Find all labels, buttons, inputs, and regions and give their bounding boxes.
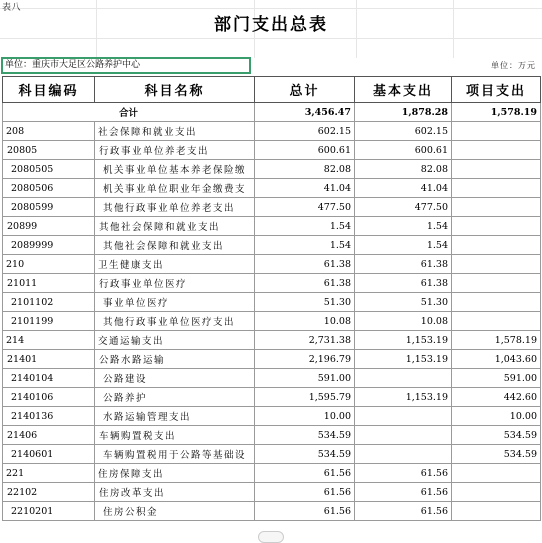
total-sum-cell[interactable]: 3,456.47: [255, 103, 355, 122]
total-cell[interactable]: 51.30: [255, 293, 355, 312]
total-project-cell[interactable]: 1,578.19: [452, 103, 541, 122]
table-row: [3, 274, 541, 293]
total-cell[interactable]: 61.56: [255, 464, 355, 483]
total-cell[interactable]: 41.04: [255, 179, 355, 198]
subject-name-cell[interactable]: 车辆购置税用于公路等基础设: [95, 445, 255, 464]
total-cell[interactable]: 477.50: [255, 198, 355, 217]
subject-name-cell[interactable]: 其他社会保障和就业支出: [95, 217, 255, 236]
basic-expenditure-cell[interactable]: 1.54: [355, 236, 452, 255]
table-row: [3, 141, 541, 160]
subject-name-cell[interactable]: 水路运输管理支出: [95, 407, 255, 426]
project-expenditure-cell[interactable]: 1,043.60: [452, 350, 541, 369]
subject-code-cell[interactable]: 214: [3, 331, 95, 350]
total-label[interactable]: 合计: [3, 103, 255, 122]
table-row: [3, 426, 541, 445]
basic-expenditure-cell[interactable]: [355, 407, 452, 426]
basic-expenditure-cell[interactable]: 51.30: [355, 293, 452, 312]
subject-code-cell[interactable]: 208: [3, 122, 95, 141]
total-cell[interactable]: 1,595.79: [255, 388, 355, 407]
table-row: [3, 502, 541, 521]
basic-expenditure-cell[interactable]: 61.38: [355, 274, 452, 293]
table-row: [3, 388, 541, 407]
header-subject-code[interactable]: 科目编码: [3, 77, 95, 103]
project-expenditure-cell[interactable]: 442.60: [452, 388, 541, 407]
subject-name-cell[interactable]: 住房公积金: [95, 502, 255, 521]
basic-expenditure-cell[interactable]: 1,153.19: [355, 388, 452, 407]
project-expenditure-cell[interactable]: 534.59: [452, 445, 541, 464]
basic-expenditure-cell[interactable]: 41.04: [355, 179, 452, 198]
subject-name-cell[interactable]: 住房改革支出: [95, 483, 255, 502]
page-title: 部门支出总表: [214, 15, 328, 35]
basic-expenditure-cell[interactable]: [355, 369, 452, 388]
subject-code-cell[interactable]: 2101102: [3, 293, 95, 312]
total-cell[interactable]: 61.56: [255, 502, 355, 521]
project-expenditure-cell[interactable]: [452, 198, 541, 217]
subject-name-cell[interactable]: 住房保障支出: [95, 464, 255, 483]
subject-code-cell[interactable]: 2140104: [3, 369, 95, 388]
table-row: [3, 350, 541, 369]
project-expenditure-cell[interactable]: [452, 312, 541, 331]
subject-code-cell[interactable]: 2080506: [3, 179, 95, 198]
basic-expenditure-cell[interactable]: 1,153.19: [355, 350, 452, 369]
project-expenditure-cell[interactable]: [452, 274, 541, 293]
total-cell[interactable]: 61.38: [255, 255, 355, 274]
total-cell[interactable]: 10.08: [255, 312, 355, 331]
basic-expenditure-cell[interactable]: 1.54: [355, 217, 452, 236]
project-expenditure-cell[interactable]: [452, 502, 541, 521]
selected-cell-unit[interactable]: 单位：重庆市大足区公路养护中心: [1, 57, 251, 74]
basic-expenditure-cell[interactable]: 61.38: [355, 255, 452, 274]
basic-expenditure-cell[interactable]: [355, 445, 452, 464]
project-expenditure-cell[interactable]: [452, 217, 541, 236]
basic-expenditure-cell[interactable]: 82.08: [355, 160, 452, 179]
total-cell[interactable]: 61.56: [255, 483, 355, 502]
subject-code-cell[interactable]: 20805: [3, 141, 95, 160]
basic-expenditure-cell[interactable]: 600.61: [355, 141, 452, 160]
total-cell[interactable]: 534.59: [255, 445, 355, 464]
subject-code-cell[interactable]: 2089999: [3, 236, 95, 255]
total-cell[interactable]: 2,196.79: [255, 350, 355, 369]
subject-code-cell[interactable]: 221: [3, 464, 95, 483]
basic-expenditure-cell[interactable]: 10.08: [355, 312, 452, 331]
grid-line: [0, 8, 542, 9]
basic-expenditure-cell[interactable]: 477.50: [355, 198, 452, 217]
table-row: [3, 369, 541, 388]
project-expenditure-cell[interactable]: [452, 160, 541, 179]
table-row: [3, 293, 541, 312]
project-expenditure-cell[interactable]: [452, 255, 541, 274]
header-row: [3, 77, 541, 103]
basic-expenditure-cell[interactable]: 61.56: [355, 464, 452, 483]
table-row: [3, 464, 541, 483]
table-row: [3, 255, 541, 274]
table-row: [3, 331, 541, 350]
subject-code-cell[interactable]: 2140601: [3, 445, 95, 464]
scroll-handle[interactable]: [258, 531, 284, 543]
subject-name-cell[interactable]: 公路养护: [95, 388, 255, 407]
subject-code-cell[interactable]: 210: [3, 255, 95, 274]
project-expenditure-cell[interactable]: [452, 483, 541, 502]
project-expenditure-cell[interactable]: [452, 122, 541, 141]
subject-name-cell[interactable]: 行政事业单位养老支出: [95, 141, 255, 160]
project-expenditure-cell[interactable]: [452, 236, 541, 255]
subject-name-cell[interactable]: 其他行政事业单位医疗支出: [95, 312, 255, 331]
table-number-label: 表八: [2, 3, 22, 13]
basic-expenditure-cell[interactable]: 61.56: [355, 483, 452, 502]
subject-name-cell[interactable]: 行政事业单位医疗: [95, 274, 255, 293]
basic-expenditure-cell[interactable]: 1,153.19: [355, 331, 452, 350]
total-cell[interactable]: 591.00: [255, 369, 355, 388]
subject-code-cell[interactable]: 2140106: [3, 388, 95, 407]
subject-code-cell[interactable]: 22102: [3, 483, 95, 502]
subject-code-cell[interactable]: 20899: [3, 217, 95, 236]
total-cell[interactable]: 82.08: [255, 160, 355, 179]
total-cell[interactable]: 534.59: [255, 426, 355, 445]
project-expenditure-cell[interactable]: [452, 141, 541, 160]
subject-name-cell[interactable]: 公路水路运输: [95, 350, 255, 369]
subject-name-cell[interactable]: 公路建设: [95, 369, 255, 388]
project-expenditure-cell[interactable]: 10.00: [452, 407, 541, 426]
subject-name-cell[interactable]: 事业单位医疗: [95, 293, 255, 312]
table-row: [3, 160, 541, 179]
table-row: [3, 217, 541, 236]
subject-code-cell[interactable]: 21011: [3, 274, 95, 293]
project-expenditure-cell[interactable]: [452, 293, 541, 312]
basic-expenditure-cell[interactable]: [355, 426, 452, 445]
table-row: [3, 122, 541, 141]
subject-name-cell[interactable]: 社会保障和就业支出: [95, 122, 255, 141]
header-total[interactable]: 总计: [255, 77, 355, 103]
subject-name-cell[interactable]: 交通运输支出: [95, 331, 255, 350]
table-row: [3, 483, 541, 502]
grid-line: [0, 38, 542, 39]
total-cell[interactable]: 10.00: [255, 407, 355, 426]
table-row: [3, 312, 541, 331]
subject-code-cell[interactable]: 21406: [3, 426, 95, 445]
subject-name-cell[interactable]: 其他行政事业单位养老支出: [95, 198, 255, 217]
currency-unit-label: 单位：万元: [491, 61, 536, 70]
header-project-expenditure[interactable]: 项目支出: [452, 77, 541, 103]
subject-code-cell[interactable]: 21401: [3, 350, 95, 369]
table-row: [3, 445, 541, 464]
table-row: [3, 407, 541, 426]
project-expenditure-cell[interactable]: 1,578.19: [452, 331, 541, 350]
subject-name-cell[interactable]: 其他社会保障和就业支出: [95, 236, 255, 255]
project-expenditure-cell[interactable]: [452, 179, 541, 198]
header-basic-expenditure[interactable]: 基本支出: [355, 77, 452, 103]
table-row: [3, 236, 541, 255]
table-row: [3, 179, 541, 198]
table-row: [3, 198, 541, 217]
header-subject-name[interactable]: 科目名称: [95, 77, 255, 103]
total-basic-cell[interactable]: 1,878.28: [355, 103, 452, 122]
subject-code-cell[interactable]: 2101199: [3, 312, 95, 331]
subject-name-cell[interactable]: 车辆购置税支出: [95, 426, 255, 445]
basic-expenditure-cell[interactable]: 61.56: [355, 502, 452, 521]
expenditure-table: [2, 76, 541, 521]
subject-name-cell[interactable]: 卫生健康支出: [95, 255, 255, 274]
project-expenditure-cell[interactable]: [452, 464, 541, 483]
subject-code-cell[interactable]: 2080505: [3, 160, 95, 179]
subject-name-cell[interactable]: 机关事业单位基本养老保险缴: [95, 160, 255, 179]
subject-code-cell[interactable]: 2210201: [3, 502, 95, 521]
total-cell[interactable]: 602.15: [255, 122, 355, 141]
subject-code-cell[interactable]: 2080599: [3, 198, 95, 217]
total-cell[interactable]: 600.61: [255, 141, 355, 160]
basic-expenditure-cell[interactable]: 602.15: [355, 122, 452, 141]
total-cell[interactable]: 1.54: [255, 217, 355, 236]
total-cell[interactable]: 1.54: [255, 236, 355, 255]
project-expenditure-cell[interactable]: 591.00: [452, 369, 541, 388]
subject-code-cell[interactable]: 2140136: [3, 407, 95, 426]
total-row: [3, 103, 541, 122]
subject-name-cell[interactable]: 机关事业单位职业年金缴费支: [95, 179, 255, 198]
project-expenditure-cell[interactable]: 534.59: [452, 426, 541, 445]
total-cell[interactable]: 2,731.38: [255, 331, 355, 350]
total-cell[interactable]: 61.38: [255, 274, 355, 293]
